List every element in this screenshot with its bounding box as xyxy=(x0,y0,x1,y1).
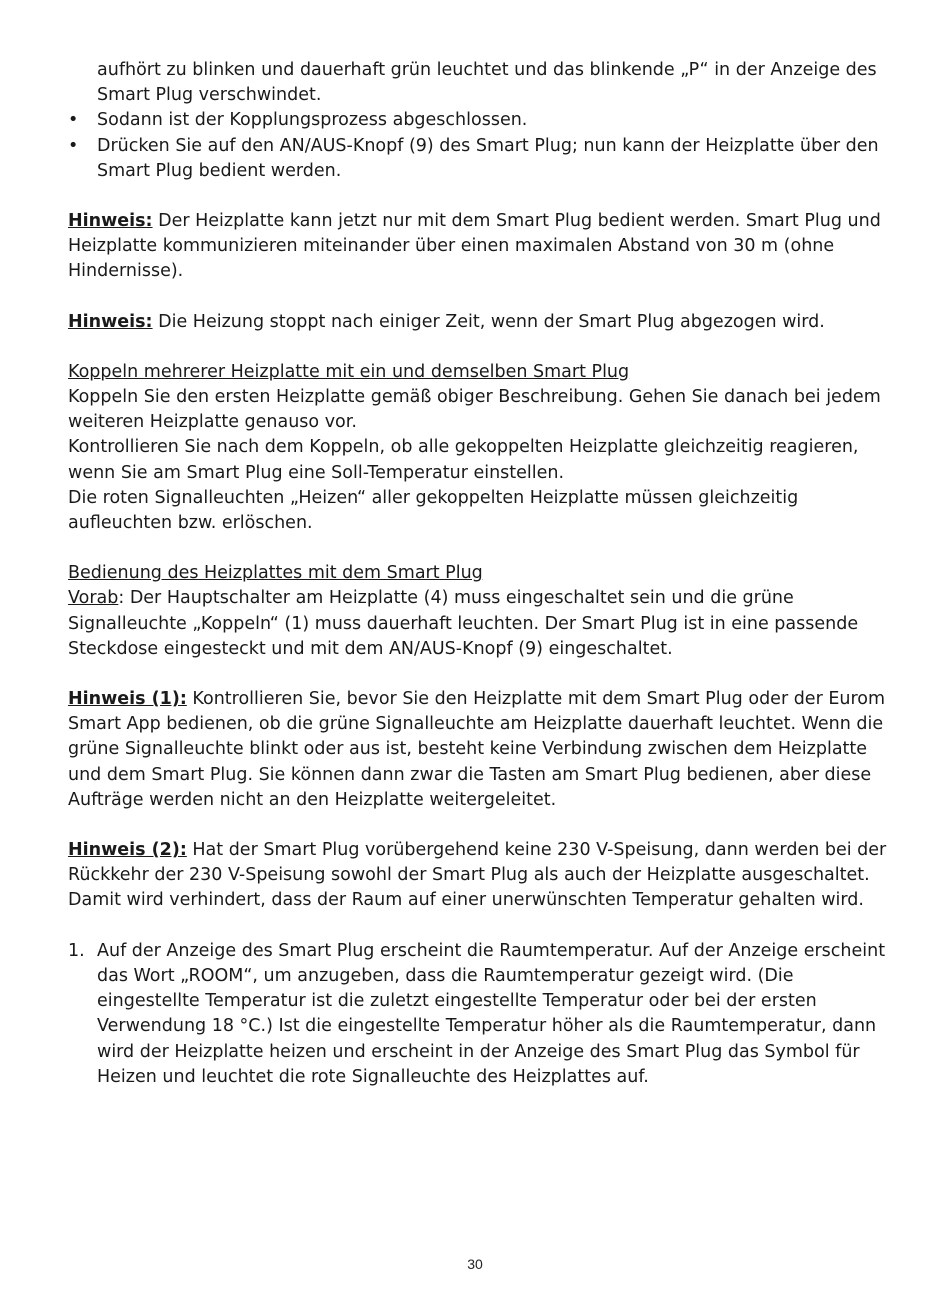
note-text: Die Heizung stoppt nach einiger Zeit, wenn der Smart Plug abgezogen wird. xyxy=(152,311,825,332)
bullet-icon: • xyxy=(68,110,79,131)
note-paragraph xyxy=(68,209,888,285)
section-heading: Bedienung des Heizplattes mit dem Smart Plug xyxy=(68,563,483,584)
note-paragraph xyxy=(68,838,888,914)
bullet-text: Sodann ist der Kopplungsprozess abgeschlossen. xyxy=(97,110,528,131)
spacer xyxy=(68,662,888,687)
note-label: Hinweis: xyxy=(68,211,153,232)
bullet-text: Drücken Sie auf den AN/AUS-Knopf (9) des Smart Plug; nun kann der Heizplatte über den Smart Plug bedient werden. xyxy=(97,135,879,181)
spacer xyxy=(68,184,888,209)
bullet-item xyxy=(68,134,888,184)
numbered-step xyxy=(68,939,888,1090)
note-label: Hinweis: xyxy=(68,311,153,332)
intro-continuation: aufhört zu blinken und dauerhaft grün leuchtet und das blinkende „P“ in der Anzeige des Smart Plug verschwindet. xyxy=(97,60,877,106)
note-label: Hinweis (1): xyxy=(68,689,187,710)
spacer xyxy=(68,914,888,939)
bullet-item xyxy=(68,108,888,133)
prerequisite-label: Vorab xyxy=(68,588,119,609)
body-paragraph: Die roten Signalleuchten „Heizen“ aller gekoppelten Heizplatte müssen gleichzeitig aufleuchten bzw. erlöschen. xyxy=(68,487,799,534)
spacer xyxy=(68,536,888,561)
bullet-icon: • xyxy=(68,135,79,156)
spacer xyxy=(68,335,888,360)
spacer xyxy=(68,813,888,838)
prerequisite-paragraph xyxy=(68,586,888,662)
page-number: 30 xyxy=(467,1256,483,1272)
prerequisite-text: : Der Hauptschalter am Heizplatte (4) muss eingeschaltet sein und die grüne Signalleuchte „Koppeln“ (1) muss dauerhaft leuchten. Der Smart Plug ist in eine passende Steckdose eingesteckt und mit dem AN/AUS-Knopf (9) eingeschaltet. xyxy=(68,588,859,659)
note-label: Hinweis (2): xyxy=(68,840,187,861)
note-paragraph xyxy=(68,310,888,335)
body-paragraph: Kontrollieren Sie nach dem Koppeln, ob alle gekoppelten Heizplatte gleichzeitig reagieren, wenn Sie am Smart Plug eine Soll-Temperatur einstellen. xyxy=(68,437,859,483)
document-page xyxy=(68,58,888,1090)
note-text: Der Heizplatte kann jetzt nur mit dem Smart Plug bedient werden. Smart Plug und Heizplatte kommunizieren miteinander über einen maximalen Abstand von 30 m (ohne Hindernisse). xyxy=(68,211,881,282)
step-number: 1. xyxy=(68,940,85,961)
spacer xyxy=(68,285,888,310)
note-paragraph xyxy=(68,687,888,813)
note-text: Hat der Smart Plug vorübergehend keine 230 V-Speisung, dann werden bei der Rückkehr der 230 V-Speisung sowohl der Smart Plug als auch der Heizplatte ausgeschaltet. Damit wird verhindert, dass der Raum auf einer unerwünschten Temperatur gehalten wird. xyxy=(68,840,887,911)
section-heading: Koppeln mehrerer Heizplatte mit ein und demselben Smart Plug xyxy=(68,361,630,382)
step-text: Auf der Anzeige des Smart Plug erscheint die Raumtemperatur. Auf der Anzeige erscheint das Wort „ROOM“, um anzugeben, dass die Raumtemperatur gezeigt wird. (Die eingestellte Temperatur ist die zuletzt eingestellte Temperatur oder bei der ersten Verwendung 18 °C.) Ist die eingestellte Temperatur höher als die Raumtemperatur, dann wird der Heizplatte heizen und erscheint in der Anzeige des Smart Plug das Symbol für Heizen und leuchtet die rote Signalleuchte des Heizplattes auf. xyxy=(97,940,886,1087)
note-text: Kontrollieren Sie, bevor Sie den Heizplatte mit dem Smart Plug oder der Eurom Smart App bedienen, ob die grüne Signalleuchte am Heizplatte dauerhaft leuchtet. Wenn die grüne Signalleuchte blinkt oder aus ist, besteht keine Verbindung zwischen dem Heizplatte und dem Smart Plug. Sie können dann zwar die Tasten am Smart Plug bedienen, aber diese Aufträge werden nicht an den Heizplatte weitergeleitet. xyxy=(68,689,886,810)
body-paragraph: Koppeln Sie den ersten Heizplatte gemäß obiger Beschreibung. Gehen Sie danach bei jedem weiteren Heizplatte genauso vor. xyxy=(68,387,881,433)
